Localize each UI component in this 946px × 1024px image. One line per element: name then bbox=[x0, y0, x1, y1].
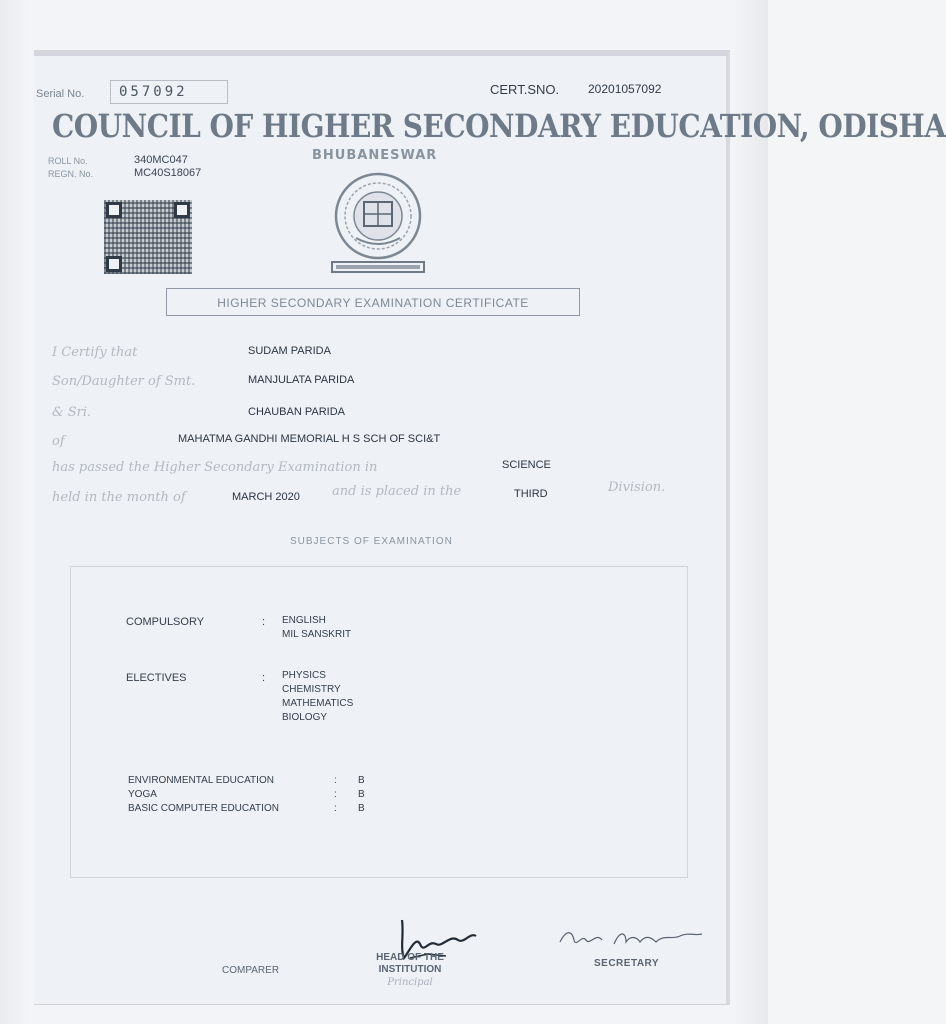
certify-label: I Certify that bbox=[52, 345, 138, 360]
student-name: SUDAM PARIDA bbox=[248, 345, 331, 357]
secretary-signature-icon bbox=[556, 922, 706, 958]
father-name: CHAUBAN PARIDA bbox=[248, 406, 345, 418]
compulsory-separator: : bbox=[262, 616, 266, 628]
division-value: THIRD bbox=[514, 488, 548, 500]
compulsory-subject: ENGLISH bbox=[282, 615, 326, 626]
electives-label: ELECTIVES bbox=[126, 672, 187, 684]
grade-subject: BASIC COMPUTER EDUCATION bbox=[128, 803, 279, 814]
cert-sno-value: 20201057092 bbox=[588, 82, 662, 96]
of-label: of bbox=[52, 434, 65, 449]
qr-code-icon bbox=[104, 200, 192, 274]
elective-subject: CHEMISTRY bbox=[282, 684, 341, 695]
and-sri-label: & Sri. bbox=[52, 405, 92, 420]
passed-label: has passed the Higher Secondary Examination in bbox=[52, 460, 378, 475]
council-title: COUNCIL OF HIGHER SECONDARY EDUCATION, ODISHA bbox=[52, 108, 946, 145]
grade-subject: ENVIRONMENTAL EDUCATION bbox=[128, 775, 274, 786]
grade-row bbox=[128, 802, 365, 816]
grade-separator: : bbox=[334, 789, 337, 800]
exam-certificate-title: HIGHER SECONDARY EXAMINATION CERTIFICATE bbox=[166, 288, 580, 316]
roll-number: 340MC047 bbox=[134, 154, 188, 166]
grades-list bbox=[128, 774, 365, 816]
serial-label: Serial No. bbox=[36, 88, 85, 100]
head-of-institution bbox=[370, 952, 450, 990]
secretary-label: SECRETARY bbox=[594, 958, 660, 969]
compulsory-list bbox=[282, 614, 351, 642]
electives-separator: : bbox=[262, 672, 266, 684]
grade-value: B bbox=[358, 775, 365, 786]
regn-number: MC40S18067 bbox=[134, 167, 202, 179]
grade-subject: YOGA bbox=[128, 789, 157, 800]
regn-label: REGN. No. bbox=[48, 169, 94, 179]
head-line3: Principal bbox=[387, 977, 433, 988]
grade-row bbox=[128, 774, 365, 788]
grade-separator: : bbox=[334, 803, 337, 814]
division-label: Division. bbox=[608, 480, 666, 495]
grade-separator: : bbox=[334, 775, 337, 786]
son-daughter-label: Son/Daughter of Smt. bbox=[52, 374, 196, 389]
compulsory-label: COMPULSORY bbox=[126, 616, 205, 628]
compulsory-subject: MIL SANSKRIT bbox=[282, 629, 352, 640]
subjects-heading: SUBJECTS OF EXAMINATION bbox=[290, 536, 453, 547]
elective-subject: BIOLOGY bbox=[282, 712, 328, 723]
serial-number: 057092 bbox=[110, 80, 228, 104]
placed-label: and is placed in the bbox=[332, 484, 462, 499]
grade-row bbox=[128, 788, 365, 802]
council-emblem-icon bbox=[326, 168, 430, 276]
electives-list bbox=[282, 669, 353, 725]
grade-value: B bbox=[358, 789, 365, 800]
comparer-label: COMPARER bbox=[222, 965, 280, 976]
head-line1: HEAD OF THE bbox=[376, 952, 444, 963]
exam-month: MARCH 2020 bbox=[232, 491, 300, 503]
institution-name: MAHATMA GANDHI MEMORIAL H S SCH OF SCI&T bbox=[178, 433, 441, 445]
head-line2: INSTITUTION bbox=[378, 964, 442, 975]
mother-name: MANJULATA PARIDA bbox=[248, 374, 355, 386]
roll-label: ROLL No. bbox=[48, 156, 88, 166]
stream: SCIENCE bbox=[502, 459, 551, 471]
grade-value: B bbox=[358, 803, 365, 814]
subjects-box bbox=[70, 566, 688, 878]
held-label: held in the month of bbox=[52, 490, 186, 505]
elective-subject: MATHEMATICS bbox=[282, 698, 354, 709]
council-city: BHUBANESWAR bbox=[312, 148, 438, 163]
cert-sno-label: CERT.SNO. bbox=[490, 82, 560, 97]
elective-subject: PHYSICS bbox=[282, 670, 326, 681]
